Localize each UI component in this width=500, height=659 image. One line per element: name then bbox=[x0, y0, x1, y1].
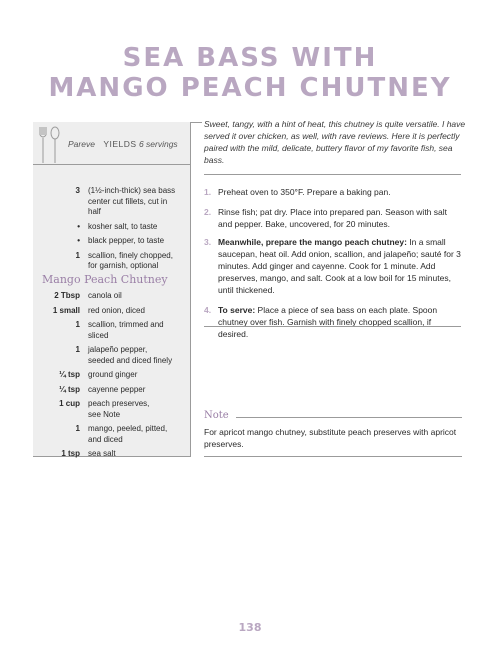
ingredient-quantity: 1 cup bbox=[59, 399, 80, 408]
step-body: Rinse fish; pat dry. Place into prepared pan. Season with salt and pepper. Bake, uncovered, for 20 minutes. bbox=[218, 207, 447, 229]
ingredient-quantity: • bbox=[77, 236, 80, 245]
step-text bbox=[218, 206, 462, 230]
step-number: 3. bbox=[204, 237, 212, 247]
ingredient-description bbox=[88, 222, 188, 233]
ingredient-description-line: canola oil bbox=[88, 291, 122, 300]
step-text bbox=[218, 304, 462, 340]
ingredient-item bbox=[38, 399, 186, 420]
yield-value: 6 servings bbox=[138, 139, 178, 149]
directions-bottom-rule bbox=[204, 326, 461, 327]
step-number: 4. bbox=[204, 305, 212, 315]
chutney-subheading: Mango Peach Chutney bbox=[42, 273, 168, 286]
ingredient-description-line: (1½-inch-thick) sea bass bbox=[88, 186, 176, 195]
directions-top-rule bbox=[204, 174, 461, 175]
ingredient-description-line: see Note bbox=[88, 409, 121, 419]
ingredient-item bbox=[38, 370, 186, 381]
ingredient-description-line: kosher salt, to taste bbox=[88, 221, 158, 231]
ingredient-item bbox=[38, 306, 186, 317]
ingredient-description-line: ground ginger bbox=[88, 370, 138, 379]
ingredient-description bbox=[88, 449, 188, 460]
note-bottom-rule bbox=[204, 456, 462, 457]
ingredient-description bbox=[88, 291, 188, 302]
ingredient-description-line: scallion, finely chopped, bbox=[88, 250, 173, 260]
ingredient-description bbox=[88, 186, 188, 218]
ingredient-description bbox=[88, 320, 188, 341]
ingredient-item bbox=[38, 186, 186, 218]
yield-label: YIELDS bbox=[103, 139, 137, 149]
ingredient-description-line: peach preserves, bbox=[88, 399, 150, 408]
ingredient-description-line: sliced bbox=[88, 330, 109, 340]
ingredient-quantity: • bbox=[77, 221, 80, 231]
recipe-title-line-1: SEA BASS WITH bbox=[122, 43, 378, 73]
sidebar-divider bbox=[33, 164, 190, 165]
step-body: Place a piece of sea bass on each plate. Spoon chutney over fish. Garnish with finely chopped scallion, if desired. bbox=[218, 305, 438, 339]
ingredient-description-line: for garnish, optional bbox=[88, 261, 159, 270]
ingredient-description bbox=[88, 385, 188, 396]
ingredient-item bbox=[38, 236, 186, 247]
ingredient-quantity: ¼ tsp bbox=[59, 384, 80, 394]
note-text: For apricot mango chutney, substitute peach preserves with apricot preserves. bbox=[204, 427, 457, 449]
fork-spoon-icon bbox=[33, 125, 67, 165]
ingredient-description bbox=[88, 306, 188, 317]
ingredient-quantity: 1 tsp bbox=[61, 449, 80, 458]
step-body: Preheat oven to 350°F. Prepare a baking pan. bbox=[218, 187, 391, 197]
step-number: 2. bbox=[204, 207, 212, 217]
ingredient-description bbox=[88, 251, 188, 272]
ingredient-quantity: 1 small bbox=[52, 305, 80, 315]
ingredient-item bbox=[38, 345, 186, 366]
ingredient-description-line: mango, peeled, pitted, bbox=[88, 424, 168, 433]
ingredient-description-line: black pepper, to taste bbox=[88, 236, 165, 245]
ingredient-description-line: half bbox=[88, 207, 101, 216]
ingredient-description bbox=[88, 424, 188, 445]
note-rule bbox=[236, 417, 462, 418]
ingredient-quantity: 2 Tbsp bbox=[54, 291, 80, 300]
ingredient-description bbox=[88, 236, 188, 247]
ingredient-description-line: seeded and diced finely bbox=[88, 355, 173, 365]
ingredient-description-line: scallion, trimmed and bbox=[88, 320, 164, 329]
ingredient-description bbox=[88, 370, 188, 381]
note-heading: Note bbox=[204, 410, 229, 421]
recipe-title bbox=[0, 43, 500, 103]
ingredient-quantity: ¼ tsp bbox=[59, 370, 80, 379]
ingredient-quantity: 3 bbox=[75, 186, 80, 195]
ingredient-description-line: sea salt bbox=[88, 449, 116, 458]
ingredient-description-line: jalapeño pepper, bbox=[88, 345, 148, 354]
ingredient-description-line: and diced bbox=[88, 434, 123, 444]
ingredient-item bbox=[38, 222, 186, 233]
yield-line bbox=[68, 139, 178, 149]
ingredient-quantity: 1 bbox=[75, 424, 80, 433]
step-lead: To serve: bbox=[218, 305, 256, 315]
ingredient-item bbox=[38, 320, 186, 341]
step-text bbox=[218, 236, 462, 296]
category-label: Pareve bbox=[68, 139, 95, 149]
sidebar-top-rule bbox=[190, 122, 202, 123]
step-number: 1. bbox=[204, 187, 212, 197]
ingredient-item bbox=[38, 251, 186, 272]
step-lead: Meanwhile, prepare the mango peach chutney: bbox=[218, 237, 407, 247]
ingredient-description-line: center cut fillets, cut in bbox=[88, 196, 168, 206]
ingredient-description bbox=[88, 345, 188, 366]
ingredient-item bbox=[38, 385, 186, 396]
ingredient-item bbox=[38, 449, 186, 460]
recipe-title-line-2: MANGO PEACH CHUTNEY bbox=[48, 73, 452, 103]
step-body: In a small saucepan, heat oil. Add onion, scallion, and jalapeño; sauté for 3 minutes. Add ginger and cayenne. Cook for 1 minute. Add preserves, mango, and salt. Cook at a low boil for 15 minutes, until thickened. bbox=[218, 237, 461, 295]
step-text bbox=[218, 186, 462, 198]
page-number: 138 bbox=[238, 621, 262, 634]
ingredient-item bbox=[38, 291, 186, 302]
ingredient-quantity: 1 bbox=[75, 345, 80, 354]
ingredient-quantity: 1 bbox=[75, 250, 80, 260]
ingredient-description-line: cayenne pepper bbox=[88, 384, 146, 394]
ingredient-description bbox=[88, 399, 188, 420]
ingredient-quantity: 1 bbox=[75, 320, 80, 329]
ingredient-item bbox=[38, 424, 186, 445]
ingredient-description-line: red onion, diced bbox=[88, 305, 145, 315]
intro-paragraph: Sweet, tangy, with a hint of heat, this chutney is quite versatile. I have served it over chicken, as well, with rave reviews. Here it is perfectly paired with the mild, delicate, buttery flavor of my favorite fish, sea bass. bbox=[204, 119, 466, 165]
